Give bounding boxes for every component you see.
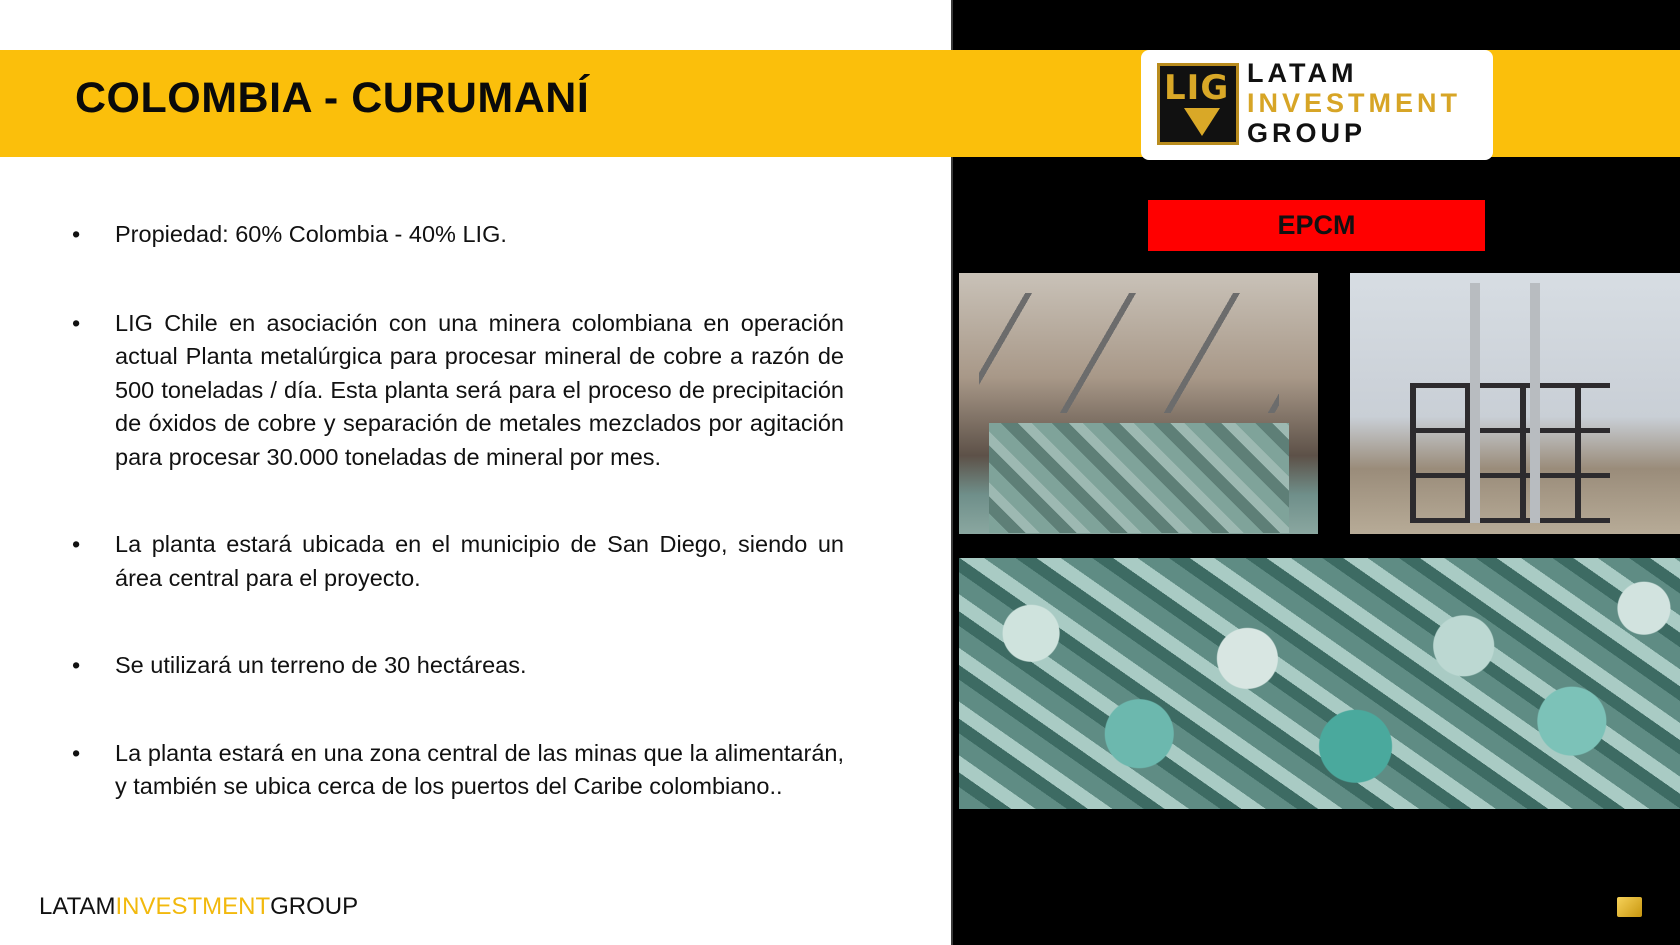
logo-line-latam: LATAM: [1247, 58, 1358, 88]
bullet-land-area: • Se utilizará un terreno de 30 hectáreas.: [72, 649, 844, 683]
logo-mark-icon: [1157, 63, 1239, 145]
logo-wordmark: [1247, 58, 1461, 148]
steel-structure-photo: [1350, 273, 1680, 534]
bullet-list: [72, 218, 844, 804]
logo-line-group: GROUP: [1247, 118, 1367, 148]
footer-brand: [39, 893, 358, 921]
bullet-central-zone: • La planta estará en una zona central de las minas que la alimentarán, y también se ubica cerca de los puertos del Caribe colombiano..: [72, 737, 844, 804]
company-logo: [1141, 50, 1493, 160]
page-title: COLOMBIA - CURUMANÍ: [75, 74, 590, 122]
footer-brand-group: GROUP: [270, 893, 359, 920]
footer-brand-investment: INVESTMENT: [115, 893, 271, 920]
slide-corner-icon: [1617, 897, 1642, 917]
logo-mark-text: LIG: [1164, 68, 1230, 108]
logo-triangle-icon: [1184, 108, 1220, 136]
logo-line-investment: INVESTMENT: [1247, 88, 1462, 118]
epcm-badge: EPCM: [1148, 200, 1485, 251]
bullet-ownership: • Propiedad: 60% Colombia - 40% LIG.: [72, 218, 844, 252]
bullet-plant-description: • LIG Chile en asociación con una minera colombiana en operación actual Planta metalúrgica para procesar mineral de cobre a razón de 500 toneladas / día. Esta planta será para el proceso de precipitación de óxidos de cobre y separación de metales mezclados por agitación para procesar 30.000 toneladas de mineral por mes.: [72, 307, 844, 475]
footer-brand-latam: LATAM: [39, 893, 116, 920]
bullet-location: • La planta estará ubicada en el municipio de San Diego, siendo un área central para el proyecto.: [72, 528, 844, 595]
crusher-plant-photo: [959, 273, 1318, 534]
copper-ore-photo: [959, 558, 1680, 809]
